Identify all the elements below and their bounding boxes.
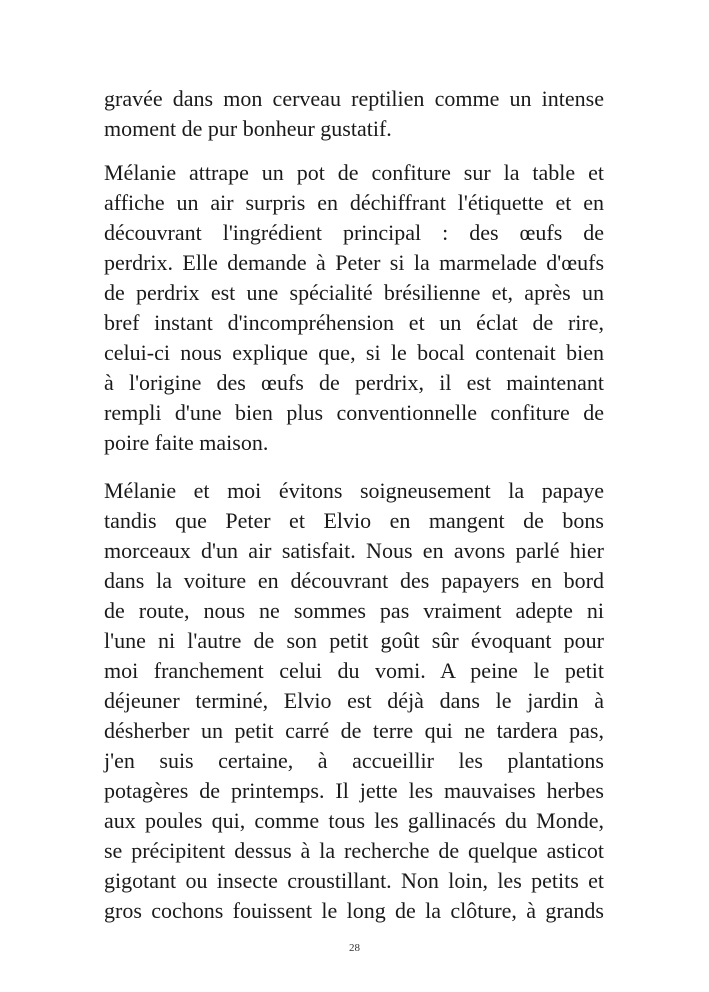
text-line: dans la voiture en découvrant des papayers en bord bbox=[104, 568, 604, 593]
text-line: affiche un air surpris en déchiffrant l'étiquette et en bbox=[104, 190, 604, 215]
text-line: celui-ci nous explique que, si le bocal contenait bien bbox=[104, 340, 604, 365]
text-line: l'une ni l'autre de son petit goût sûr évoquant pour bbox=[104, 628, 604, 653]
text-line: déjeuner terminé, Elvio est déjà dans le jardin à bbox=[104, 688, 604, 713]
text-line: de route, nous ne sommes pas vraiment adepte ni bbox=[104, 598, 604, 623]
text-line: de perdrix est une spécialité brésilienne et, après un bbox=[104, 280, 604, 305]
text-line: tandis que Peter et Elvio en mangent de bons bbox=[104, 508, 604, 533]
text-line: aux poules qui, comme tous les gallinacés du Monde, bbox=[104, 808, 604, 833]
text-line: gravée dans mon cerveau reptilien comme un intense bbox=[104, 86, 604, 111]
text-line: désherber un petit carré de terre qui ne tardera pas, bbox=[104, 718, 604, 743]
text-line: rempli d'une bien plus conventionnelle confiture de bbox=[104, 400, 604, 425]
text-line: à l'origine des œufs de perdrix, il est maintenant bbox=[104, 370, 604, 395]
text-line: moi franchement celui du vomi. A peine le petit bbox=[104, 658, 604, 683]
text-line: morceaux d'un air satisfait. Nous en avons parlé hier bbox=[104, 538, 604, 563]
text-line: se précipitent dessus à la recherche de quelque asticot bbox=[104, 838, 604, 863]
page-number: 28 bbox=[349, 942, 360, 954]
text-line: j'en suis certaine, à accueillir les plantations bbox=[104, 748, 604, 773]
text-line: Mélanie et moi évitons soigneusement la papaye bbox=[104, 478, 604, 503]
text-line: moment de pur bonheur gustatif. bbox=[104, 116, 392, 141]
paragraph-1 bbox=[104, 84, 604, 144]
text-line: potagères de printemps. Il jette les mauvaises herbes bbox=[104, 778, 604, 803]
text-line: découvrant l'ingrédient principal : des œufs de bbox=[104, 220, 604, 245]
text-line: gros cochons fouissent le long de la clôture, à grands bbox=[104, 898, 604, 923]
paragraph-2 bbox=[104, 158, 604, 458]
text-line: perdrix. Elle demande à Peter si la marmelade d'œufs bbox=[104, 250, 604, 275]
text-line: Mélanie attrape un pot de confiture sur la table et bbox=[104, 160, 604, 185]
text-line: bref instant d'incompréhension et un éclat de rire, bbox=[104, 310, 604, 335]
paragraph-3 bbox=[104, 476, 604, 926]
text-line: gigotant ou insecte croustillant. Non loin, les petits et bbox=[104, 868, 604, 893]
text-line: poire faite maison. bbox=[104, 430, 269, 455]
